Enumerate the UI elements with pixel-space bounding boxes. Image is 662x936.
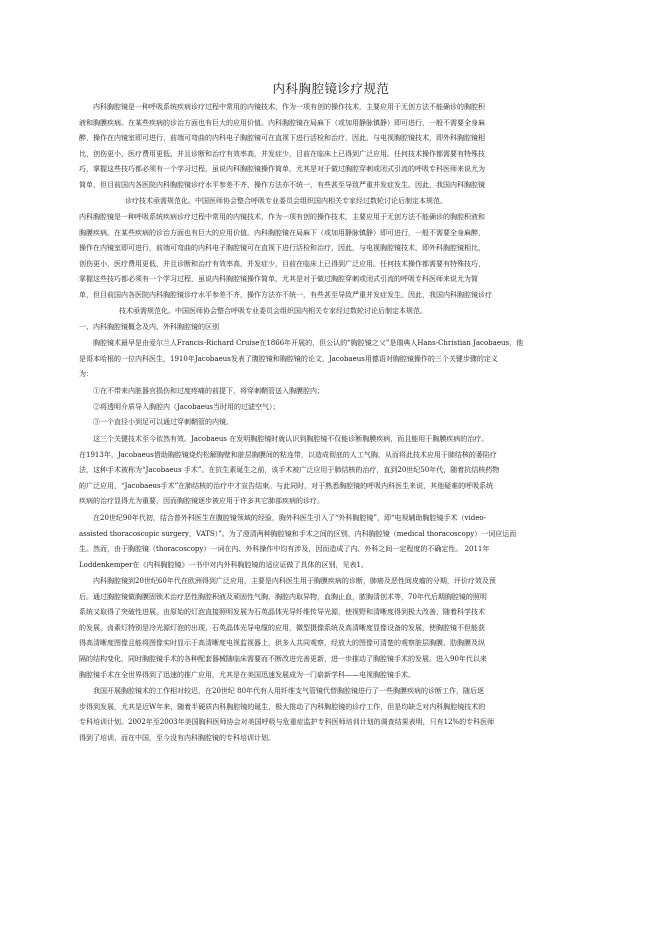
text-line: ②将透明介质导入胸腔内（Jacobaeus当时用的过滤空气）；	[93, 402, 280, 411]
text-line: 内科胸腔镜是一种呼吸系统疾病诊疗过程中常用的内镜技术，作为一项有创的操作技术，主要应用于无创方法不能确诊的胸腔积液和	[79, 213, 485, 221]
intro-paragraph-2	[79, 210, 587, 319]
text-line: 为：	[79, 370, 93, 379]
text-line: 隔的结构变化，同时胸腔镜手术的各种配套器械随临床需要而不断改进完善更新，进一步推动了胸腔镜手术的发展。进入90年代以来	[79, 654, 487, 663]
text-line: 内科胸腔镜是一种呼吸系统疾病诊疗过程中常用的内镜技术，作为一项有创的操作技术，主要应用于无创方法不能确诊的胸腔积	[93, 103, 485, 111]
text-line: 专科培训计划。2002年至2003年美国胸科医师协会对美国呼吸与危重症监护专科医师培训计划的调查结果表明，只有12%的专科医师	[79, 718, 495, 727]
text-line: ③一个直径小到足可以通过穿刺鞘管的内镜。	[93, 418, 233, 427]
text-line: assisted thoracoscopic surgery，VATS）”。为了澄清两种胸腔镜和手术之间的区别，内科胸腔镜（medical thoracoscopy）一词应运而	[79, 529, 517, 538]
history-paragraph-4	[79, 574, 587, 683]
history-paragraph-1	[79, 336, 587, 383]
text-line: 我国开展胸腔镜术的工作相对较迟，在20世纪 80年代有人用纤维支气管镜代替胸腔镜进行了一些胸膜疾病的诊断工作，随后逐	[93, 687, 485, 695]
text-line: 诊疗技术亟需规范化。中国医师协会整合呼吸专业委员会组织国内相关专家经过数轮讨论后制定本规范。	[125, 196, 447, 205]
text-line: 的广泛应用，“Jacobaeus手术”在肺结核的治疗中才宣告结束。与此同时，对于熟悉胸腔镜的呼吸内科医生来说，其他疑难的呼吸系统	[79, 481, 494, 490]
text-line: 内科胸腔镜到20世纪60年代在欧洲得到广泛应用，主要是内科医生用于胸膜疾病的诊断，肺癌及恶性间皮瘤的分期，评价疗效及预	[93, 577, 496, 585]
section-heading: 一、内科胸腔镜概念及内、外科胸腔镜的区别	[79, 323, 219, 331]
text-line: 这三个关键技术至今依然有效。Jacobaeus 在发明胸腔镜时就认识到胸腔镜不仅能诊断胸膜疾病，而且能用于胸膜疾病的治疗。	[93, 435, 489, 443]
text-line: 胸腔镜术最早是由爱尔兰人Francis-Richard Cruise在1866年开展的，但公认的“胸腔镜之父”是瑞典人Hans-Christian Jacobaeus，他	[93, 339, 524, 347]
history-paragraph-2	[79, 432, 587, 510]
text-line: 在1913年，Jacobaeus借助胸腔镜烧灼松解胸壁和脏层胸膜间的粘连带，以造成彻底的人工气胸，从而将此技术应用于肺结核的萎陷疗	[79, 450, 497, 459]
text-line: 技术亟需规范化。中国医师协会整合呼吸专业委员会组织国内相关专家经过数轮讨论后制定本规范。	[119, 306, 427, 315]
text-line: 胸腔镜手术在全世界得到了迅速的推广应用，尤其是在美国迅速发展成为一门崭新学科——电视胸腔镜手术。	[79, 670, 415, 679]
text-line: 步得到发展，尤其是近W年来，随着半硬质内科胸腔镜的诞生，极大推动了内科胸腔镜的诊疗工作，但是均缺乏对内科胸腔镜技术的	[79, 702, 486, 711]
text-line: 得高清晰度图像且能将图像实时显示于高清晰度电视监视器上，供多人共同观察，经放大的图像可清楚的观察脏层胸膜、肋胸膜及纵	[79, 639, 485, 648]
text-line: 掌握这些技巧都必须有一个学习过程，虽说内科胸腔镜操作简单，尤其是对于做过胸腔穿刺或闭式引流的呼吸专科医师来说尤为简	[79, 275, 478, 284]
text-line: 操作在内镜室即可进行，前端可弯曲的内科电子胸腔镜可在直视下进行活检和治疗，因此，与电视胸腔镜技术，即外科胸腔镜相比，	[79, 244, 485, 253]
history-paragraph-3	[79, 511, 587, 573]
intro-paragraph-1	[79, 100, 587, 209]
text-line: 液和胸膜疾病。在某些疾病的诊治方面也有巨大的应用价值。内科胸腔镜在局麻下（或加用静脉镇静）即可进行，一般不需要全身麻	[79, 118, 485, 127]
text-line: 简单，但目前国内各医院内科胸腔镜诊疗水平参差不齐，操作方法亦不统一，有些甚至导致严重并发症发生。因此，我国内科胸腔镜	[79, 180, 485, 189]
text-line: 创伤更小，医疗费用更低，并且诊断和治疗有效率高，并发症少，目前在临床上已得到广泛应用。任何技术操作都需要有特殊技巧，	[79, 259, 485, 268]
text-line: Loddenkemper在《内科胸腔镜》一书中对内外科胸腔镜的适应证做了具体的区别，见表1。	[79, 560, 368, 569]
history-paragraph-5	[79, 684, 587, 746]
text-line: 比，创伤更小，医疗费用更低，并且诊断和治疗有效率高，并发症少，目前在临床上已得到广泛应用。任何技术操作都需要有特殊技	[79, 149, 485, 158]
text-line: 单，但目前国内各医院内科胸腔镜诊疗水平参差不齐，操作方法亦不统一，有些甚至导致严重并发症发生。因此，我国内科胸腔镜诊疗	[79, 290, 492, 299]
text-line: 巧，掌握这些技巧都必须有一个学习过程，虽说内科胸腔镜操作简单，尤其是对于做过胸腔穿刺或闭式引流的呼吸专科医师来说尤为	[79, 165, 485, 174]
text-line: 在20世纪90年代初，结合普外科医生在腹腔镜领域的经验，胸外科医生引入了“外科胸腔镜”，即“电视辅助胸腔镜手术（video-	[93, 514, 486, 522]
text-line: 系统又取得了突破性进展，由原始的灯泡直接照明发展为石英晶体光导纤维传导光源，使视野和清晰度得到极大改善，随着科学技术	[79, 608, 485, 617]
text-line: 法，这种手术被称为“Jacobaeus 手术”。在抗生素诞生之前，该手术被广泛应用于肺结核的治疗，直到20世纪50年代，随着抗结核药物	[79, 466, 500, 475]
text-line: 后。通过胸腔镜做胸膜固锁术治疗恶性胸腔积液及顽固性气胸，胸腔内取异物，血胸止血，脓胸清创术等，70年代后期胸腔镜的照明	[79, 592, 487, 601]
key-steps-list	[79, 384, 587, 431]
text-line: 生。然而，由于胸腔镜（thoracoscopy）一词在内、外科操作中均有涉及，因而造成了内、外科之间一定程度的不确定性。 2011年	[79, 545, 490, 554]
document-title: 内科胸腔镜诊疗规范	[272, 81, 390, 96]
text-line: 得到了培训，而在中国，至今没有内科胸腔镜的专科培训计划。	[79, 733, 275, 742]
text-line: 胸膜疾病。在某些疾病的诊治方面也有巨大的应用价值。内科胸腔镜在局麻下（或加用静脉镇静）即可进行，一般不需要全身麻醉，	[79, 228, 485, 237]
text-line: 是哥本哈根的一位内科医生，1910年Jacobaeus发表了腹腔镜和胸腔镜的论文，Jacobaeus用德语对胸腔镜操作的三个关键步骤的定义	[79, 354, 498, 363]
text-line: ①在不带来内脏器官损伤和过度疼痛的前提下，将穿刺鞘管送入胸膜腔内；	[93, 387, 324, 395]
text-line: 疾病的治疗显得尤为重要，因而胸腔镜逐步被应用于许多其它肺部疾病的诊疗。	[79, 497, 324, 506]
text-line: 醉，操作在内镜室即可进行，前端可弯曲的内科电子胸腔镜可在直视下进行活检和治疗，因此，与电视胸腔镜技术，即外科胸腔镜相	[79, 134, 485, 143]
text-line: 的发展，卤素灯特别是冷光源灯泡的出现，石英晶体光导电缆的应用，微型摄像系统及高清晰度显像设备的发展，使胸腔镜不但能获	[79, 623, 485, 632]
